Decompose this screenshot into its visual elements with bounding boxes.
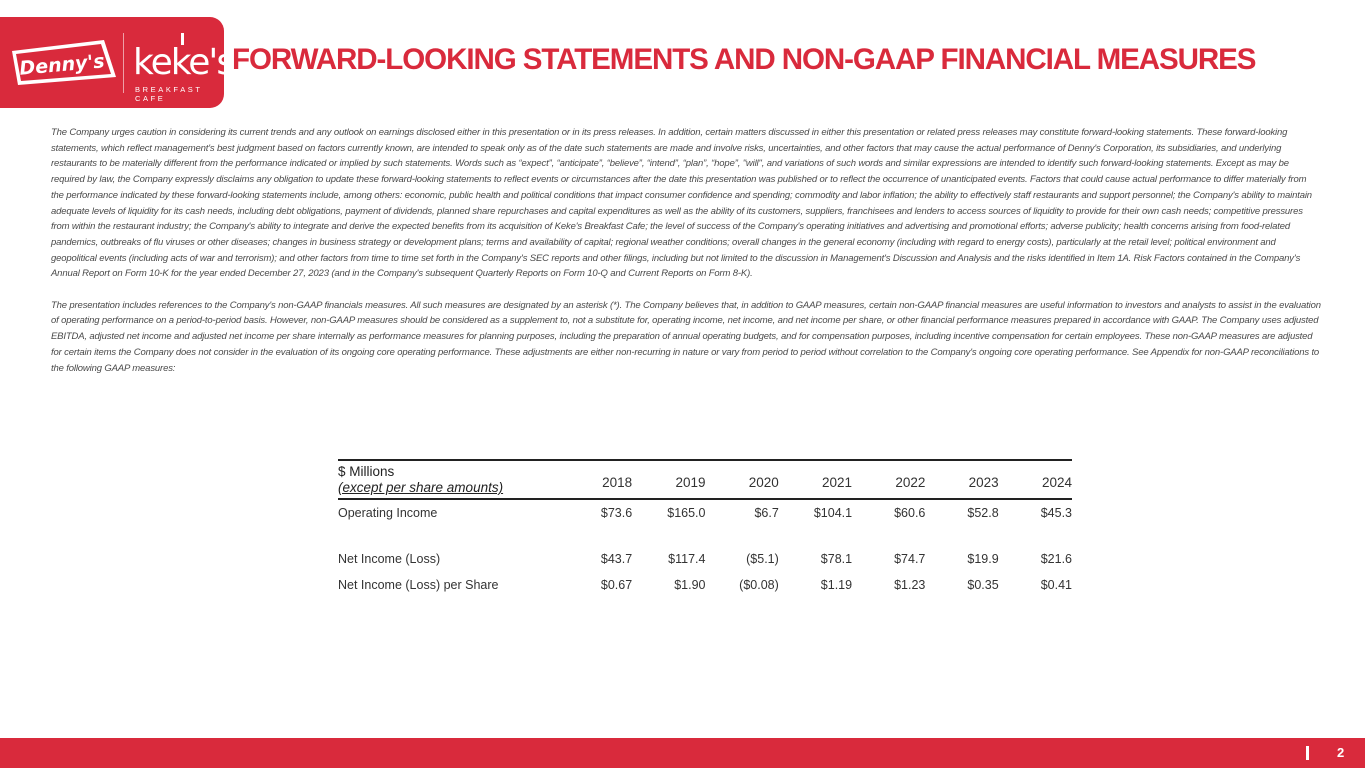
row-label: Net Income (Loss) (338, 552, 441, 566)
table-cell: $43.7 (600, 552, 633, 566)
table-cell: ($0.08) (739, 578, 779, 592)
table-cell: ($5.1) (746, 552, 779, 566)
table-cell: $19.9 (967, 552, 999, 566)
table-header-label (338, 460, 559, 499)
logo-divider (123, 33, 124, 93)
year-header: 2022 (852, 460, 925, 499)
table-cell: $74.7 (894, 552, 926, 566)
table-cell: $52.8 (967, 506, 999, 520)
year-header: 2023 (925, 460, 998, 499)
row-label: Operating Income (338, 506, 438, 520)
year-header: 2024 (999, 460, 1072, 499)
table-cell: $1.19 (820, 578, 853, 592)
footer-divider (1306, 746, 1309, 760)
year-header: 2018 (559, 460, 632, 499)
table-spacer-row (338, 526, 1072, 546)
table-header-units: $ Millions (338, 464, 395, 479)
table-cell: $0.35 (967, 578, 999, 592)
page-number: 2 (1337, 745, 1345, 760)
table-cell: $117.4 (668, 552, 706, 566)
table-cell: $6.7 (754, 506, 779, 520)
year-header: 2021 (779, 460, 852, 499)
kekes-logo-text: keke's (133, 42, 234, 83)
table-cell: $78.1 (820, 552, 853, 566)
year-header: 2020 (705, 460, 778, 499)
kekes-logo-tagline: BREAKFAST CAFE (135, 85, 203, 103)
table-row-operating-income (338, 499, 1072, 526)
disclaimer-text (51, 125, 1321, 392)
dennys-logo (6, 37, 118, 87)
table-cell: $1.23 (894, 578, 926, 592)
logo-panel (0, 17, 234, 108)
table-cell: $104.1 (813, 506, 853, 520)
forward-looking-paragraph: The Company urges caution in considering its current trends and any outlook on earnings disclosed either in this presentation or in its press releases. In addition, certain matters discussed in either this presentation or related press releases may constitute forward-looking statements. These forward-looking statements, which reflect management's best judgment based on factors currently known, are intended to speak only as of the date such statements are made and involve risks, uncertainties, and other factors that may cause the actual performance of Denny's Corporation, its subsidiaries, and underlying restaurants to be materially different from the performance indicated or implied by such statements. Words such as “expect”, “anticipate”, “believe”, “intend”, “plan”, “hope”, "will", and variations of such words and similar expressions are intended to identify such forward-looking statements. Except as may be required by law, the Company expressly disclaims any obligation to update these forward-looking statements to reflect events or circumstances after the date this presentation was published or to reflect the occurrence of unanticipated events. Factors that could cause actual performance to differ materially from the performance indicated by these forward-looking statements include, among others: economic, public health and political conditions that impact consumer confidence and spending; commodity and labor inflation; the ability to effectively staff restaurants and support personnel; the Company's ability to maintain adequate levels of liquidity for its cash needs, including debt obligations, payment of dividends, planned share repurchases and capital expenditures as well as the ability of its customers, suppliers, franchisees and lenders to access sources of liquidity to provide for their own cash needs; competitive pressures from within the restaurant industry; the Company's ability to integrate and derive the expected benefits from its acquisition of Keke's Breakfast Cafe; the level of success of the Company's operating initiatives and advertising and promotional efforts; adverse publicity; health concerns arising from food-related pandemics, outbreaks of flu viruses or other diseases; changes in business strategy or development plans; terms and availability of capital; regional weather conditions; overall changes in the general economy (including with regard to energy costs), particularly at the retail level; political environment and geopolitical events (including acts of war and terrorism); and other factors from time to time set forth in the Company's SEC reports and other filings, including but not limited to the discussion in Management's Discussion and Analysis and the risks identified in Item 1A. Risk Factors contained in the Company's Annual Report on Form 10-K for the year ended December 27, 2023 (and in the Company's subsequent Quarterly Reports on Form 10-Q and Current Reports on Form 8-K). (51, 127, 1312, 280)
non-gaap-paragraph: The presentation includes references to the Company's non-GAAP financials measures. All such measures are designated by an asterisk (*). The Company believes that, in addition to GAAP measures, certain non-GAAP financial measures are useful information to investors and analysts to assist in the evaluation of operating performance on a period-to-period basis. However, non-GAAP measures should be considered as a supplement to, not a substitute for, operating income, net income, and net income per share, or other financial performance measures prepared in accordance with GAAP. The Company uses adjusted EBITDA, adjusted net income and adjusted net income per share internally as performance measures for planning purposes, including the preparation of annual operating budgets, and for compensation purposes, including incentive compensation for certain employees. These non-GAAP measures are adjusted for certain items the Company does not consider in the evaluation of its ongoing core operating performance. These adjustments are either non-recurring in nature or vary from period to period without correlation to the Company's ongoing core operating performance. See Appendix for non-GAAP reconciliations to the following GAAP measures: (51, 299, 1321, 374)
page-title: FORWARD-LOOKING STATEMENTS AND NON-GAAP FINANCIAL MEASURES (232, 43, 1256, 76)
table-row-net-income-per-share (338, 572, 1072, 598)
row-label: Net Income (Loss) per Share (338, 578, 499, 592)
footer-bar (0, 738, 1365, 768)
table-header-row (338, 460, 1072, 499)
year-header: 2019 (632, 460, 705, 499)
table-cell: $1.90 (674, 578, 706, 592)
dennys-logo-text: Denny's (18, 50, 106, 80)
table-cell: $0.41 (1040, 578, 1072, 592)
gaap-measures-table (338, 459, 1072, 598)
table-cell: $0.67 (600, 578, 633, 592)
table-cell: $73.6 (600, 506, 633, 520)
table-row-net-income (338, 546, 1072, 572)
table-cell: $21.6 (1040, 552, 1072, 566)
table-header-sublabel: (except per share amounts) (338, 480, 504, 495)
table-cell: $165.0 (667, 506, 706, 520)
table-cell: $60.6 (894, 506, 926, 520)
table-cell: $45.3 (1040, 506, 1072, 520)
